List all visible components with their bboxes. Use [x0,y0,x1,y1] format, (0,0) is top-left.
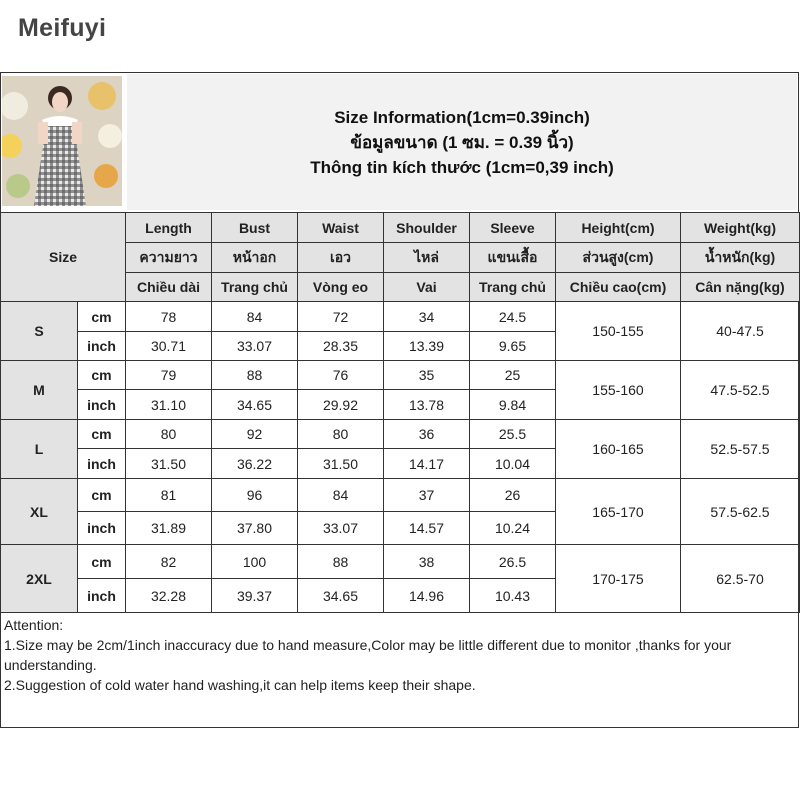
cell-inch: 36.22 [212,449,298,479]
table-row [1,302,800,332]
attention-note-1: 1.Size may be 2cm/1inch inaccuracy due to hand measure,Color may be little different due to monitor ,thanks for your understanding. [4,637,732,673]
header-en-weight: Weight(kg) [681,213,800,243]
cell-inch: 14.17 [384,449,470,479]
cell-cm: 92 [212,420,298,449]
header-vi-height: Chiều cao(cm) [556,273,681,302]
unit-inch: inch [78,579,126,613]
header-vi-sleeve: Trang chủ [470,273,556,302]
cell-inch: 29.92 [298,390,384,420]
cell-inch: 13.39 [384,332,470,361]
cell-inch: 9.84 [470,390,556,420]
unit-cm: cm [78,361,126,390]
header-vi-bust: Trang chủ [212,273,298,302]
cell-cm: 79 [126,361,212,390]
cell-inch: 31.50 [126,449,212,479]
unit-cm: cm [78,420,126,449]
cell-cm: 76 [298,361,384,390]
cell-inch: 14.57 [384,512,470,545]
cell-cm: 35 [384,361,470,390]
cell-cm: 24.5 [470,302,556,332]
cell-inch: 13.78 [384,390,470,420]
header-en-sleeve: Sleeve [470,213,556,243]
height-range: 170-175 [556,545,681,613]
cell-inch: 28.35 [298,332,384,361]
unit-cm: cm [78,545,126,579]
cell-cm: 26 [470,479,556,512]
header-vi-weight: Cân nặng(kg) [681,273,800,302]
cell-inch: 10.04 [470,449,556,479]
cell-cm: 38 [384,545,470,579]
cell-inch: 37.80 [212,512,298,545]
attention-note-2: 2.Suggestion of cold water hand washing,it can help items keep their shape. [4,677,476,693]
cell-inch: 30.71 [126,332,212,361]
header-th-length: ความยาว [126,243,212,273]
weight-range: 40-47.5 [681,302,800,361]
info-line-thai: ข้อมูลขนาด (1 ซม. = 0.39 นิ้ว) [350,132,574,152]
cell-cm: 78 [126,302,212,332]
height-range: 160-165 [556,420,681,479]
table-row [1,420,800,449]
header-en-shoulder: Shoulder [384,213,470,243]
cell-inch: 31.50 [298,449,384,479]
weight-range: 62.5-70 [681,545,800,613]
header-vi-waist: Vòng eo [298,273,384,302]
header-th-shoulder: ไหล่ [384,243,470,273]
cell-cm: 25 [470,361,556,390]
cell-cm: 100 [212,545,298,579]
attention-title: Attention: [4,617,64,633]
cell-inch: 32.28 [126,579,212,613]
weight-range: 52.5-57.5 [681,420,800,479]
unit-inch: inch [78,390,126,420]
cell-inch: 9.65 [470,332,556,361]
table-row [1,545,800,579]
height-range: 165-170 [556,479,681,545]
header-en-bust: Bust [212,213,298,243]
header-en-length: Length [126,213,212,243]
cell-cm: 36 [384,420,470,449]
info-line-vietnamese: Thông tin kích thước (1cm=0,39 inch) [310,157,614,177]
unit-inch: inch [78,332,126,361]
cell-cm: 26.5 [470,545,556,579]
cell-cm: 25.5 [470,420,556,449]
weight-range: 47.5-52.5 [681,361,800,420]
header-th-sleeve: แขนเสื้อ [470,243,556,273]
cell-cm: 72 [298,302,384,332]
height-range: 150-155 [556,302,681,361]
cell-inch: 31.10 [126,390,212,420]
height-range: 155-160 [556,361,681,420]
size-info-panel [127,74,797,210]
weight-range: 57.5-62.5 [681,479,800,545]
cell-cm: 82 [126,545,212,579]
cell-inch: 31.89 [126,512,212,545]
cell-cm: 84 [212,302,298,332]
header-en-waist: Waist [298,213,384,243]
cell-inch: 34.65 [212,390,298,420]
size-table [0,212,800,613]
cell-cm: 80 [126,420,212,449]
size-label: 2XL [1,545,78,613]
header-th-weight: น้ำหนัก(kg) [681,243,800,273]
cell-inch: 10.43 [470,579,556,613]
unit-inch: inch [78,512,126,545]
size-column-header: Size [1,213,126,302]
cell-cm: 34 [384,302,470,332]
cell-cm: 88 [212,361,298,390]
brand-logo: Meifuyi [18,14,107,42]
unit-cm: cm [78,479,126,512]
header-vi-length: Chiều dài [126,273,212,302]
header-th-waist: เอว [298,243,384,273]
table-row [1,361,800,390]
attention-notes [4,615,794,695]
cell-inch: 39.37 [212,579,298,613]
cell-cm: 37 [384,479,470,512]
cell-cm: 81 [126,479,212,512]
size-label: XL [1,479,78,545]
cell-inch: 14.96 [384,579,470,613]
cell-inch: 33.07 [212,332,298,361]
size-label: S [1,302,78,361]
cell-cm: 88 [298,545,384,579]
cell-cm: 84 [298,479,384,512]
unit-cm: cm [78,302,126,332]
header-vi-shoulder: Vai [384,273,470,302]
header-th-height: ส่วนสูง(cm) [556,243,681,273]
table-row [1,479,800,512]
header-th-bust: หน้าอก [212,243,298,273]
size-label: M [1,361,78,420]
header-en-height: Height(cm) [556,213,681,243]
cell-cm: 80 [298,420,384,449]
size-label: L [1,420,78,479]
product-photo [2,76,122,206]
cell-inch: 34.65 [298,579,384,613]
cell-cm: 96 [212,479,298,512]
unit-inch: inch [78,449,126,479]
cell-inch: 33.07 [298,512,384,545]
info-line-english: Size Information(1cm=0.39inch) [334,107,590,127]
cell-inch: 10.24 [470,512,556,545]
